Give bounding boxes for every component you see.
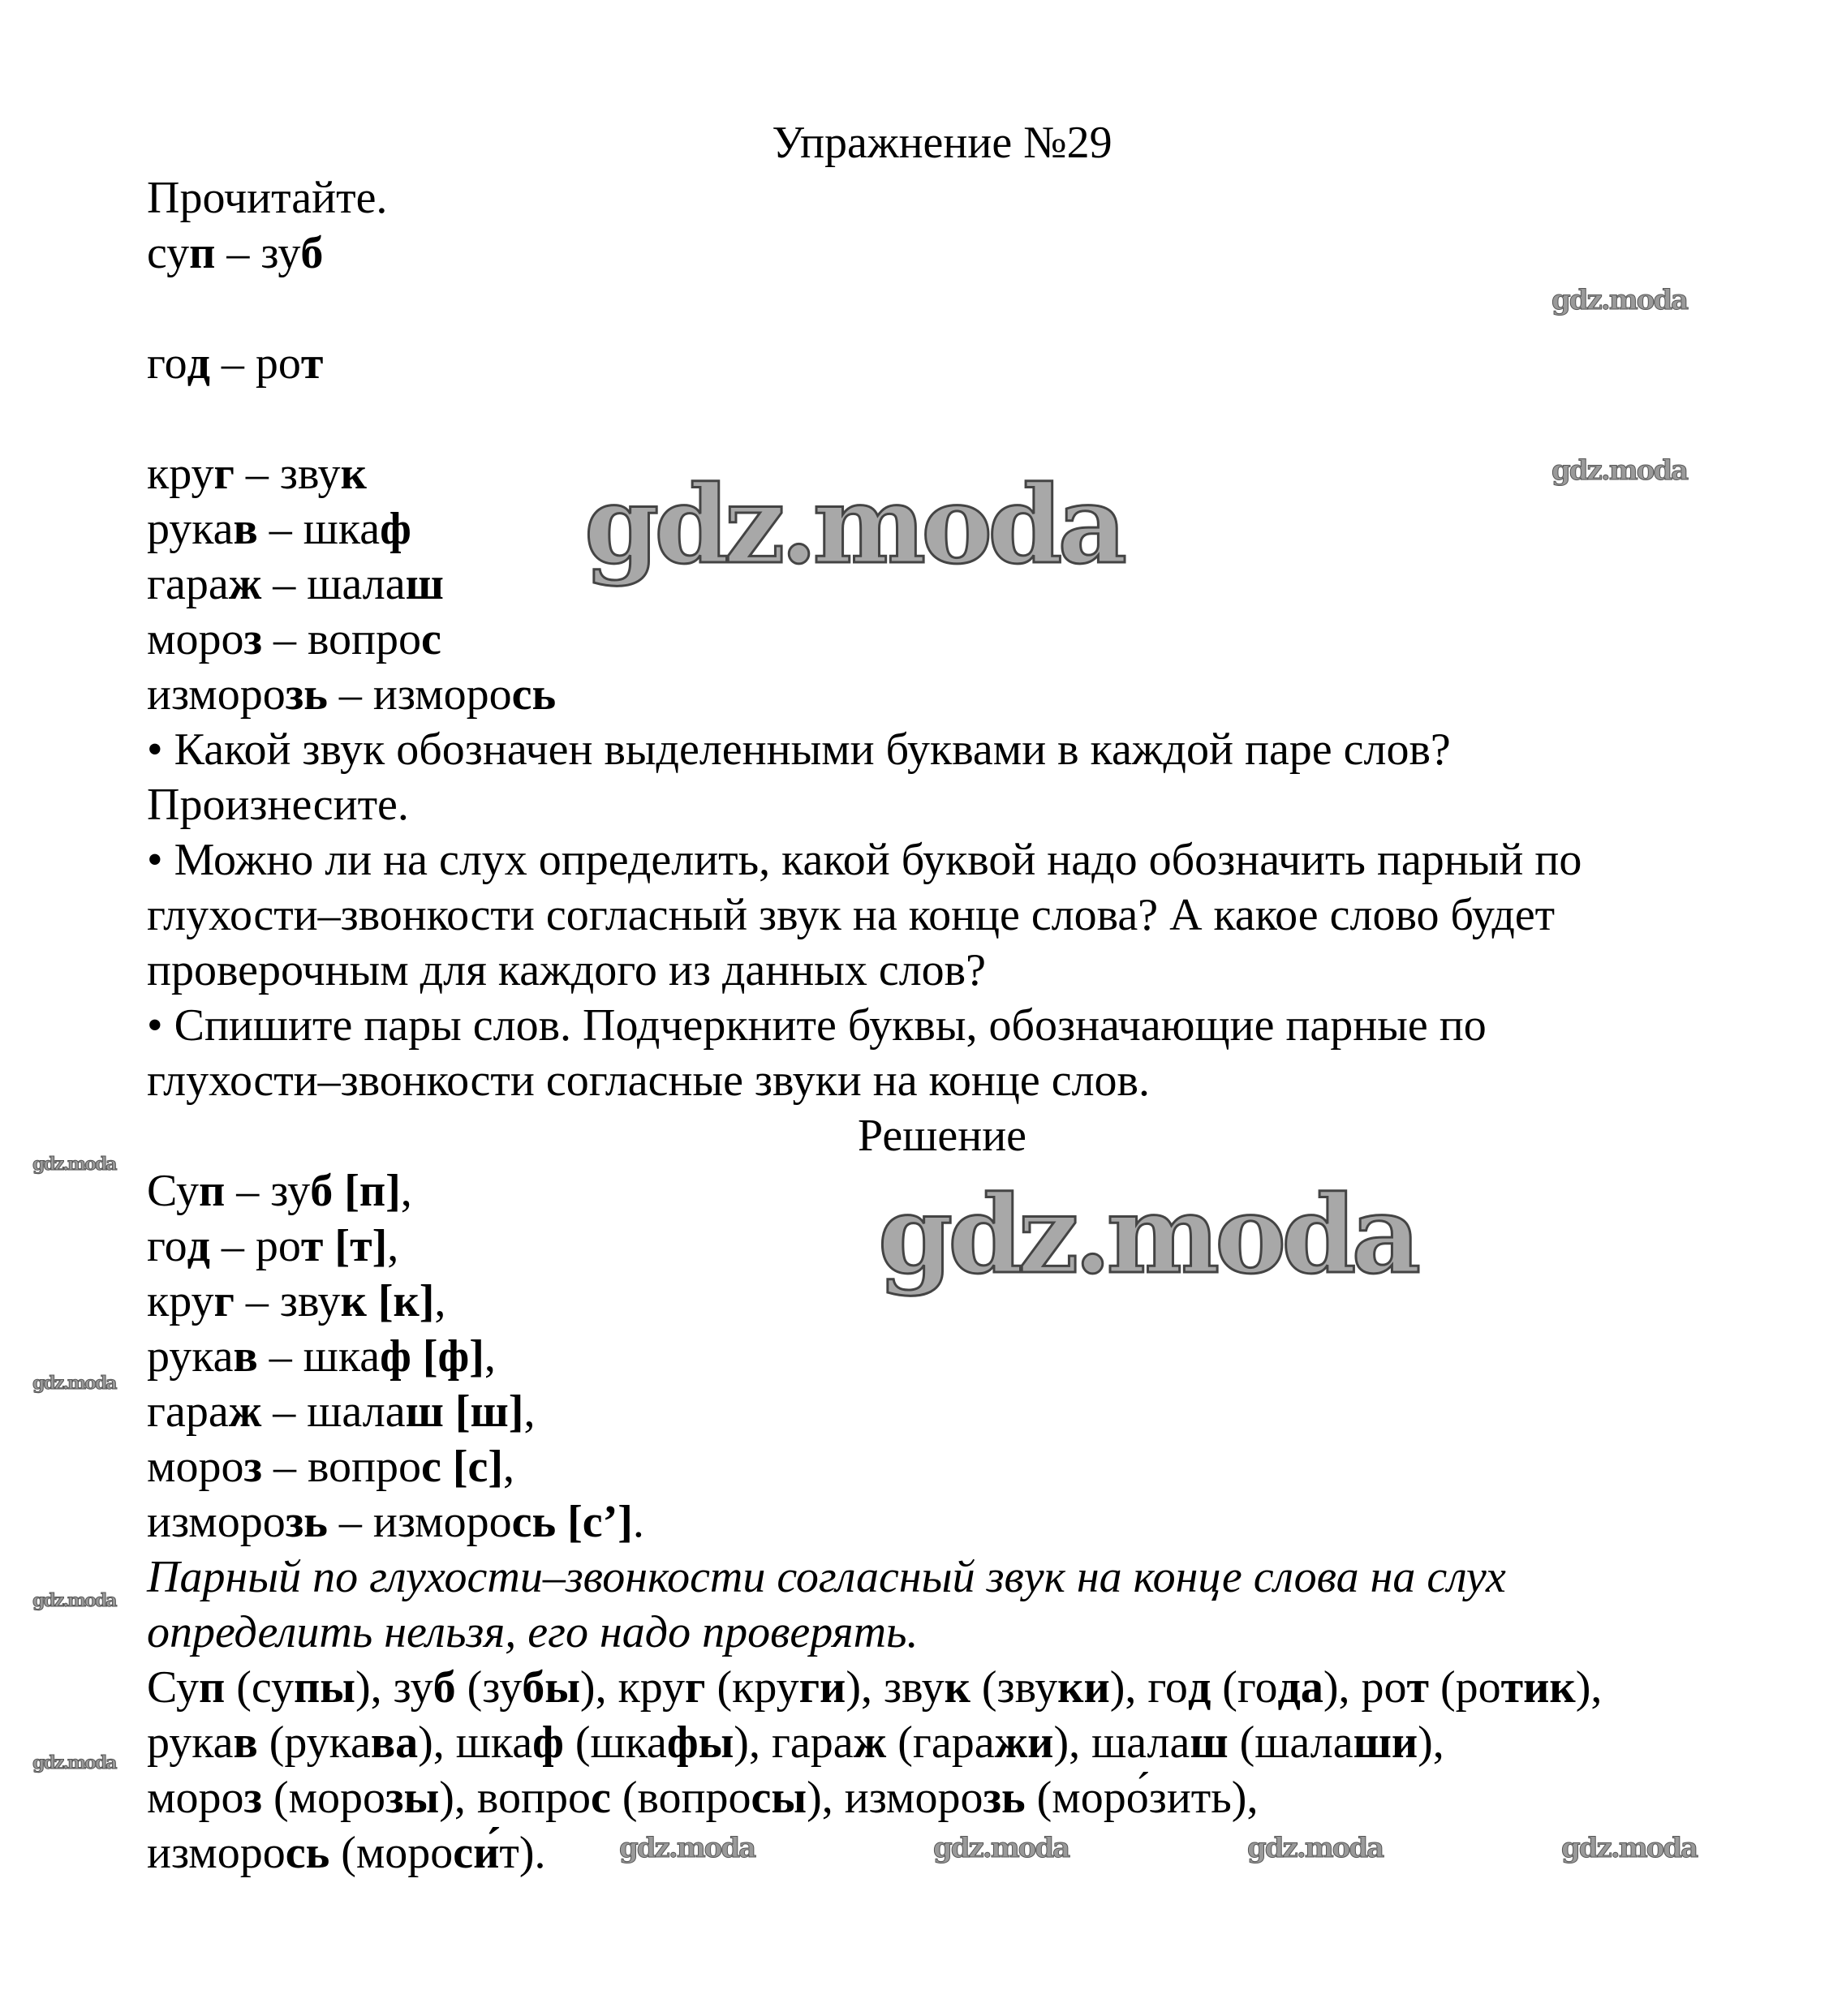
text-segment: . <box>632 1497 644 1547</box>
text-segment: (зву <box>970 1662 1058 1713</box>
text-segment: Решение <box>857 1111 1027 1161</box>
watermark-logo: gdz.moda <box>1561 1832 1698 1864</box>
text-line <box>147 722 1770 777</box>
text-segment: (рука <box>257 1717 371 1768</box>
text-segment: гара <box>147 1386 229 1437</box>
watermark-logo: gdz.moda <box>584 462 1123 588</box>
highlighted-letters: сь [с’] <box>511 1497 633 1547</box>
text-segment: ), шка <box>418 1717 533 1768</box>
text-segment: – зву <box>234 1276 341 1326</box>
highlighted-letters: в <box>233 504 258 554</box>
highlighted-letters: б <box>433 1662 456 1713</box>
text-segment: (моро <box>329 1828 454 1878</box>
watermark-logo: gdz.moda <box>619 1832 755 1864</box>
text-segment: (го <box>1211 1662 1278 1713</box>
highlighted-letters: с <box>590 1773 611 1823</box>
highlighted-letters: з <box>243 1773 262 1823</box>
text-segment: глухости–звонкости согласные звуки на конце слов. <box>147 1055 1150 1106</box>
watermark-logo: gdz.moda <box>32 1154 116 1175</box>
text-line <box>147 1605 1770 1660</box>
highlighted-letters: г <box>213 449 235 499</box>
text-segment: ), изморо <box>807 1773 983 1823</box>
text-segment: – ро <box>209 338 301 389</box>
highlighted-letters: д <box>187 1221 210 1271</box>
text-segment: ), зу <box>355 1662 433 1713</box>
text-segment: (кру <box>705 1662 799 1713</box>
text-segment: рука <box>147 504 234 554</box>
highlighted-letters: зь <box>285 669 328 720</box>
highlighted-letters: д <box>187 338 210 389</box>
text-segment: изморо <box>147 669 286 720</box>
text-segment: изморо <box>147 1497 286 1547</box>
text-line <box>147 998 1770 1053</box>
text-segment: , <box>400 1166 412 1216</box>
highlighted-letters: пы <box>294 1662 355 1713</box>
watermark-logo: gdz.moda <box>32 1590 116 1611</box>
watermark-logo: gdz.moda <box>32 1752 116 1773</box>
text-segment: (су <box>225 1662 294 1713</box>
text-segment: ), го <box>1109 1662 1188 1713</box>
highlighted-letters: ш [ш] <box>405 1386 524 1437</box>
text-line <box>147 1053 1770 1108</box>
text-segment: го <box>147 338 187 389</box>
text-segment: – вопро <box>261 614 421 664</box>
text-segment: го <box>147 1221 187 1271</box>
text-segment: – зу <box>215 228 301 278</box>
highlighted-letters: с <box>420 614 441 664</box>
watermark-logo: gdz.moda <box>32 1373 116 1394</box>
watermark-logo: gdz.moda <box>878 1172 1417 1298</box>
text-segment: (гара <box>886 1717 995 1768</box>
highlighted-letters: ш <box>405 559 444 609</box>
highlighted-letters: п <box>198 1166 226 1216</box>
highlighted-letters: ф [ф] <box>380 1331 484 1382</box>
blank-line <box>147 391 1770 446</box>
text-segment: су <box>147 228 190 278</box>
text-segment: т). <box>499 1828 546 1878</box>
text-segment: • Можно ли на слух определить, какой буквой надо обозначить парный по <box>147 835 1582 885</box>
text-segment: Упражнение №29 <box>772 118 1112 168</box>
highlighted-letters: б [п] <box>310 1166 401 1216</box>
text-line <box>147 1384 1770 1439</box>
text-line <box>147 336 1770 391</box>
text-line <box>147 943 1770 998</box>
highlighted-letters: зь <box>983 1773 1026 1823</box>
highlighted-letters: зь <box>285 1497 328 1547</box>
highlighted-letters: п <box>189 228 216 278</box>
text-line <box>147 1715 1770 1770</box>
text-line <box>147 170 1770 226</box>
highlighted-letters: г <box>685 1662 706 1713</box>
text-segment: Прочитайте. <box>147 173 388 223</box>
text-segment: – шка <box>257 504 381 554</box>
text-segment: – зву <box>234 449 341 499</box>
highlighted-letters: тик <box>1500 1662 1576 1713</box>
text-segment: Су <box>147 1166 199 1216</box>
watermark-logo: gdz.moda <box>1551 284 1688 316</box>
highlighted-letters: б <box>300 228 324 278</box>
text-line <box>147 1770 1770 1825</box>
highlighted-letters: п <box>198 1662 226 1713</box>
highlighted-letters: ж <box>853 1717 887 1768</box>
highlighted-letters: сы <box>751 1773 807 1823</box>
text-segment: рука <box>147 1717 234 1768</box>
text-segment: • Какой звук обозначен выделенными буквами в каждой паре слов? <box>147 724 1451 775</box>
text-segment: ), кру <box>579 1662 686 1713</box>
watermark-logo: gdz.moda <box>1551 454 1688 487</box>
text-line <box>147 1329 1770 1384</box>
text-segment: ), вопро <box>439 1773 591 1823</box>
text-segment: – шка <box>257 1331 381 1382</box>
highlighted-letters: ж <box>228 1386 262 1437</box>
highlighted-letters: к <box>340 449 367 499</box>
text-segment: (моро́зить), <box>1025 1773 1259 1823</box>
highlighted-letters: т <box>1406 1662 1429 1713</box>
highlighted-letters: в <box>233 1331 258 1382</box>
exercise-document <box>147 115 1770 1881</box>
highlighted-letters: бы <box>522 1662 580 1713</box>
text-segment: – вопро <box>261 1442 421 1492</box>
highlighted-letters: т [т] <box>300 1221 388 1271</box>
highlighted-letters: ф <box>532 1717 564 1768</box>
text-segment: ), шала <box>1053 1717 1190 1768</box>
highlighted-letters: да <box>1277 1662 1323 1713</box>
highlighted-letters: сь <box>285 1828 330 1878</box>
text-segment: кру <box>147 449 214 499</box>
watermark-logo: gdz.moda <box>933 1832 1069 1864</box>
text-segment: – шала <box>261 559 406 609</box>
text-segment: ), ро <box>1323 1662 1407 1713</box>
text-segment: рука <box>147 1331 234 1382</box>
text-segment: моро <box>147 614 244 664</box>
text-line <box>147 888 1770 943</box>
highlighted-letters: ф <box>380 504 411 554</box>
highlighted-letters: т <box>300 338 324 389</box>
highlighted-letters: си́ <box>453 1828 500 1878</box>
text-segment: – зу <box>225 1166 311 1216</box>
text-line <box>147 667 1770 722</box>
highlighted-letters: з <box>243 1442 262 1492</box>
text-segment: (шала <box>1228 1717 1353 1768</box>
text-segment: определить нельзя, его надо проверять. <box>147 1607 919 1657</box>
text-segment: – изморо <box>327 669 512 720</box>
text-segment: гара <box>147 559 229 609</box>
text-segment: , <box>523 1386 536 1437</box>
text-segment: моро <box>147 1442 244 1492</box>
text-line <box>147 612 1770 667</box>
highlighted-letters: с [с] <box>420 1442 503 1492</box>
text-segment: , <box>484 1331 496 1382</box>
text-segment: (шка <box>563 1717 667 1768</box>
text-line <box>147 1494 1770 1550</box>
text-segment: ), <box>1418 1717 1444 1768</box>
text-segment: (зу <box>455 1662 523 1713</box>
text-line <box>147 777 1770 832</box>
text-line <box>147 1108 1737 1163</box>
highlighted-letters: ж <box>228 559 262 609</box>
text-segment: ), зву <box>846 1662 945 1713</box>
highlighted-letters: зы <box>385 1773 440 1823</box>
text-segment: проверочным для каждого из данных слов? <box>147 945 986 995</box>
text-segment: (вопро <box>610 1773 751 1823</box>
text-segment: , <box>434 1276 446 1326</box>
highlighted-letters: г <box>213 1276 235 1326</box>
text-segment: , <box>503 1442 514 1492</box>
highlighted-letters: ва <box>370 1717 419 1768</box>
blank-line <box>147 281 1770 336</box>
text-segment: изморо <box>147 1828 286 1878</box>
highlighted-letters: ги <box>798 1662 846 1713</box>
text-segment: – ро <box>209 1221 301 1271</box>
text-segment: – шала <box>261 1386 406 1437</box>
text-line <box>147 1660 1770 1715</box>
text-segment: моро <box>147 1773 244 1823</box>
highlighted-letters: д <box>1187 1662 1211 1713</box>
text-line <box>147 1439 1770 1494</box>
text-segment: Су <box>147 1662 199 1713</box>
text-segment: , <box>387 1221 399 1271</box>
text-line <box>147 226 1770 281</box>
highlighted-letters: ки <box>1057 1662 1110 1713</box>
text-segment: ), гара <box>734 1717 854 1768</box>
highlighted-letters: к <box>944 1662 970 1713</box>
text-segment: (ро <box>1429 1662 1501 1713</box>
text-segment: Парный по глухости–звонкости согласный звук на конце слова на слух <box>147 1552 1506 1602</box>
highlighted-letters: ши <box>1353 1717 1418 1768</box>
text-line <box>147 1550 1770 1605</box>
text-segment: глухости–звонкости согласный звук на конце слова? А какое слово будет <box>147 890 1556 940</box>
highlighted-letters: к [к] <box>340 1276 435 1326</box>
highlighted-letters: фы <box>666 1717 734 1768</box>
text-line <box>147 832 1770 888</box>
text-line <box>147 115 1737 170</box>
text-segment: (моро <box>261 1773 386 1823</box>
highlighted-letters: в <box>233 1717 258 1768</box>
highlighted-letters: з <box>243 614 262 664</box>
highlighted-letters: сь <box>511 669 557 720</box>
text-segment: • Спишите пары слов. Подчеркните буквы, обозначающие парные по <box>147 1000 1487 1051</box>
watermark-logo: gdz.moda <box>1247 1832 1384 1864</box>
text-segment: ), <box>1575 1662 1603 1713</box>
text-segment: – изморо <box>327 1497 512 1547</box>
text-segment: Произнесите. <box>147 780 409 830</box>
highlighted-letters: жи <box>994 1717 1054 1768</box>
highlighted-letters: ш <box>1190 1717 1229 1768</box>
text-segment: кру <box>147 1276 214 1326</box>
